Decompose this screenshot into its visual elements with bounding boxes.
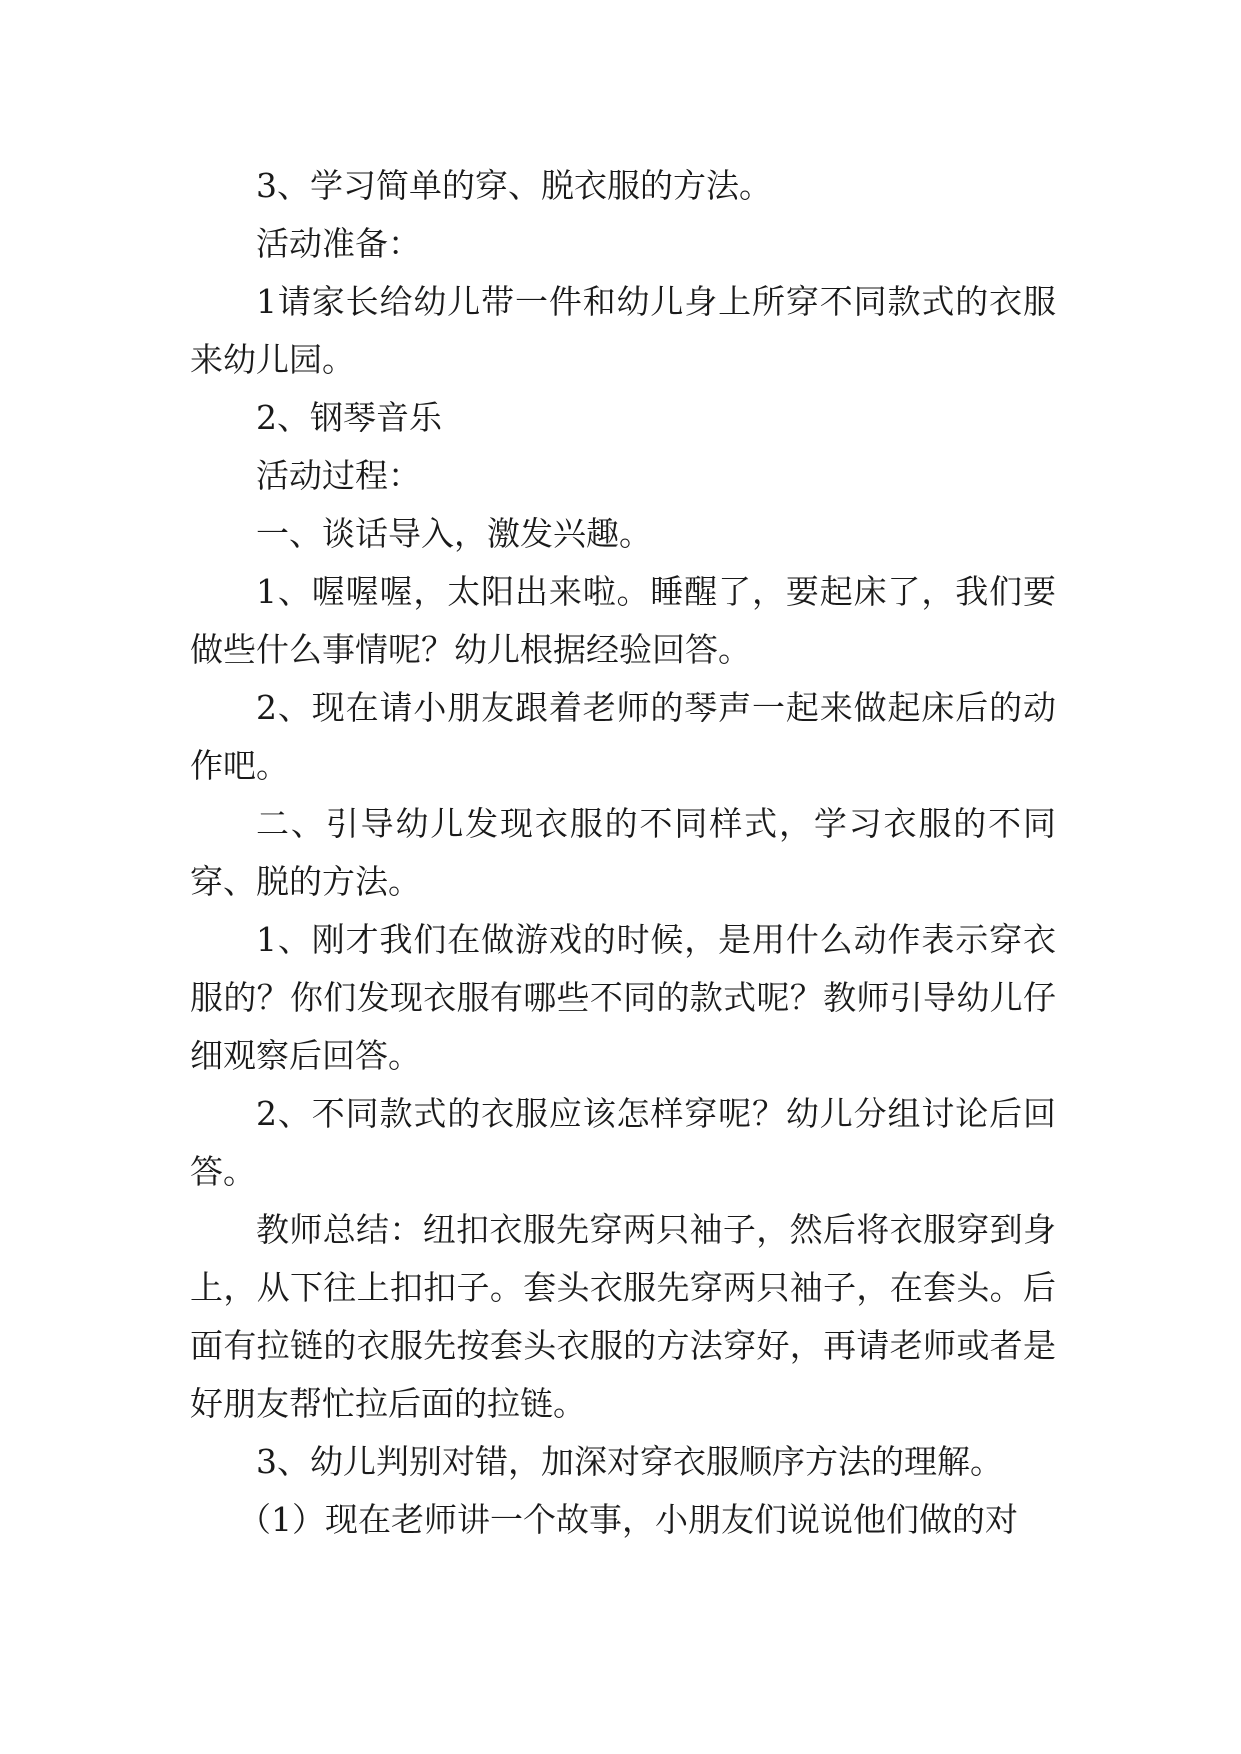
paragraph-preparation-1: 1请家长给幼儿带一件和幼儿身上所穿不同款式的衣服来幼儿园。: [190, 282, 1056, 379]
paragraph-goal-3: 3、学习简单的穿、脱衣服的方法。: [256, 166, 772, 205]
paragraph-section-2-heading: 二、引导幼儿发现衣服的不同样式，学习衣服的不同穿、脱的方法。: [190, 804, 1056, 901]
paragraph-section-2-step-1: 1、刚才我们在做游戏的时候，是用什么动作表示穿衣服的？你们发现衣服有哪些不同的款式呢？教师引导幼儿仔细观察后回答。: [190, 920, 1056, 1075]
document-body: [190, 157, 1056, 1549]
paragraph-preparation-heading: 活动准备：: [256, 224, 421, 263]
paragraph-section-1-step-1: 1、喔喔喔，太阳出来啦。睡醒了，要起床了，我们要做些什么事情呢？幼儿根据经验回答。: [190, 572, 1056, 669]
paragraph-preparation-2: 2、钢琴音乐: [256, 398, 442, 437]
paragraph-section-2-step-3: 3、幼儿判别对错，加深对穿衣服顺序方法的理解。: [256, 1442, 1003, 1481]
paragraph-teacher-summary: 教师总结：纽扣衣服先穿两只袖子，然后将衣服穿到身上，从下往上扣扣子。套头衣服先穿两只袖子，在套头。后面有拉链的衣服先按套头衣服的方法穿好，再请老师或者是好朋友帮忙拉后面的拉链。: [190, 1210, 1056, 1423]
paragraph-section-1-heading: 一、谈话导入，激发兴趣。: [256, 514, 652, 553]
paragraph-process-heading: 活动过程：: [256, 456, 421, 495]
paragraph-story-intro: （1）现在老师讲一个故事，小朋友们说说他们做的对: [238, 1500, 1018, 1539]
paragraph-section-2-step-2: 2、不同款式的衣服应该怎样穿呢？幼儿分组讨论后回答。: [190, 1094, 1056, 1191]
paragraph-section-1-step-2: 2、现在请小朋友跟着老师的琴声一起来做起床后的动作吧。: [190, 688, 1056, 785]
